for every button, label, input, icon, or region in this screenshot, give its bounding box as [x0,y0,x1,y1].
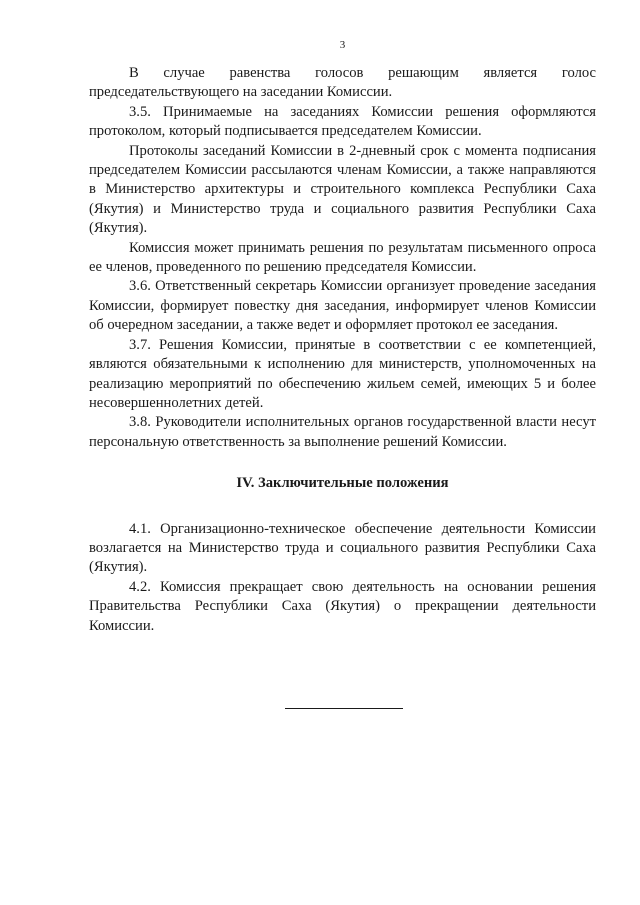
paragraph-3-6: 3.6. Ответственный секретарь Комиссии организует проведение заседания Комиссии, формирует повестку дня заседания, информирует членов Комиссии об очередном заседании, а также ведет и оформляет протокол ее заседания. [89,278,596,334]
section-4-heading: IV. Заключительные положения [236,475,449,492]
paragraph-3-5: 3.5. Принимаемые на заседаниях Комиссии решения оформляются протоколом, который подписывается председателем Комиссии. [89,103,596,140]
paragraph-3-7: 3.7. Решения Комиссии, принятые в соответствии с ее компетенцией, являются обязательными к исполнению для министерств, уполномоченных на реализацию мероприятий по обеспечению жильем семей, имеющих 5 и более несовершеннолетних детей. [89,336,596,411]
document-body [89,64,596,636]
end-of-document-rule [285,708,403,709]
paragraph-protocols: Протоколы заседаний Комиссии в 2-дневный срок с момента подписания председателем Комиссии рассылаются членам Комиссии, а также направляются в Министерство архитектуры и строительного комплекса Республики Саха (Якутия) и Министерство труда и социального развития Республики Саха (Якутия). [89,142,596,237]
paragraph-written-poll: Комиссия может принимать решения по результатам письменного опроса ее членов, проведенного по решению председателя Комиссии. [89,239,596,276]
paragraph-tie-vote: В случае равенства голосов решающим является голос председательствующего на заседании Комиссии. [89,65,596,101]
paragraph-4-1: 4.1. Организационно-техническое обеспечение деятельности Комиссии возлагается на Министерство труда и социального развития Республики Саха (Якутия). [89,520,596,576]
paragraph-3-8: 3.8. Руководители исполнительных органов государственной власти несут персональную ответственность за выполнение решений Комиссии. [89,414,596,450]
paragraph-4-2: 4.2. Комиссия прекращает свою деятельность на основании решения Правительства Республики Саха (Якутия) о прекращении деятельности Комиссии. [89,578,596,634]
page-number: 3 [339,39,346,51]
